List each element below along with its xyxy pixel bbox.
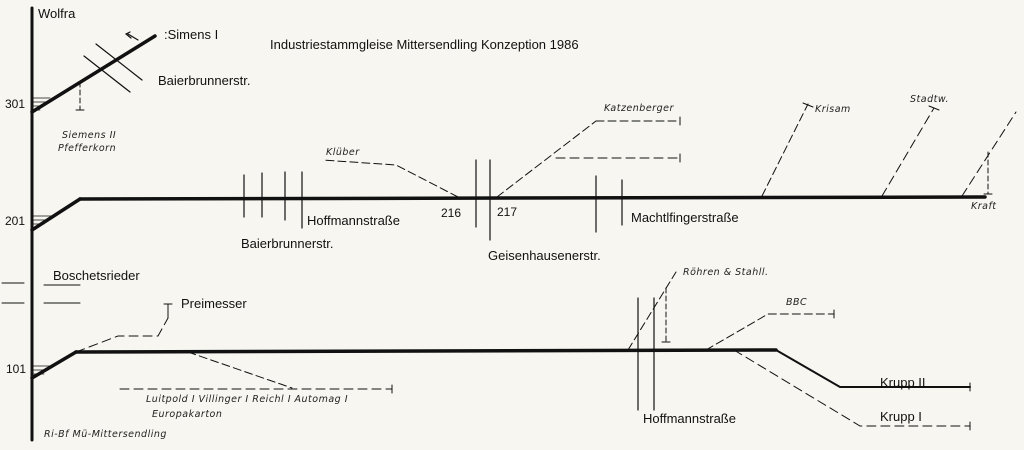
preimesser-siding — [76, 318, 168, 352]
street-hoffmann-bottom: Hoffmannstraße — [643, 411, 736, 426]
street-geisenhausener: Geisenhausenerstr. — [488, 248, 601, 263]
krupp2-siding — [776, 350, 970, 387]
siding-siemens1: :Simens I — [164, 27, 219, 42]
kraft-siding — [962, 112, 1016, 196]
stadtw-end — [929, 106, 939, 110]
siding-bbc: BBC — [786, 297, 808, 308]
track-201 — [80, 197, 985, 199]
siding-roehren: Röhren & Stahll. — [683, 267, 769, 278]
stadtw-siding — [882, 108, 934, 196]
street-baierbrunner-mid: Baierbrunnerstr. — [241, 236, 334, 251]
street-baierbrunner-top: Baierbrunnerstr. — [158, 73, 251, 88]
station-boschetsrieder: Boschetsrieder — [53, 268, 140, 283]
krisam-siding — [762, 104, 808, 196]
luitpold-branch — [188, 352, 292, 388]
track-101 — [76, 350, 776, 352]
track-number-101: 101 — [6, 362, 27, 376]
track-number-301: 301 — [5, 97, 26, 111]
street-hoffmann-mid: Hoffmannstraße — [307, 213, 400, 228]
siding-siemens2: Siemens II — [62, 130, 117, 141]
siding-krisam: Krisam — [815, 104, 851, 115]
station-wolfra: Wolfra — [38, 6, 76, 21]
siding-stadtw: Stadtw. — [910, 94, 950, 105]
siding-katzenberger: Katzenberger — [604, 103, 674, 114]
diagram-title: Industriestammgleise Mittersendling Konzeption 1986 — [270, 37, 579, 52]
street-machtlfinger: Machtlfingerstraße — [631, 210, 739, 225]
siding-klueber: Klüber — [326, 147, 360, 158]
siding-europakarton: Europakarton — [152, 409, 223, 420]
track-number-217: 217 — [497, 205, 518, 219]
siding-preimesser: Preimesser — [181, 296, 247, 311]
siding-pfefferkorn: Pfefferkorn — [58, 143, 117, 154]
station-mittersendling: Ri-Bf Mü-Mittersendling — [44, 429, 167, 440]
siding-kraft: Kraft — [971, 201, 997, 212]
klueber-siding — [322, 160, 458, 197]
siding-krupp1: Krupp I — [880, 409, 922, 424]
roehren-siding — [628, 272, 676, 350]
bbc-siding — [706, 314, 834, 350]
track-number-201: 201 — [5, 214, 26, 228]
siding-luitpold: Luitpold I Villinger I Reichl I Automag I — [146, 394, 349, 405]
track-301-branch — [32, 36, 155, 112]
katzenberger-siding — [497, 121, 596, 197]
track-number-216: 216 — [441, 206, 462, 220]
track-201-ramp — [32, 199, 80, 230]
siding-krupp2: Krupp II — [880, 375, 926, 390]
